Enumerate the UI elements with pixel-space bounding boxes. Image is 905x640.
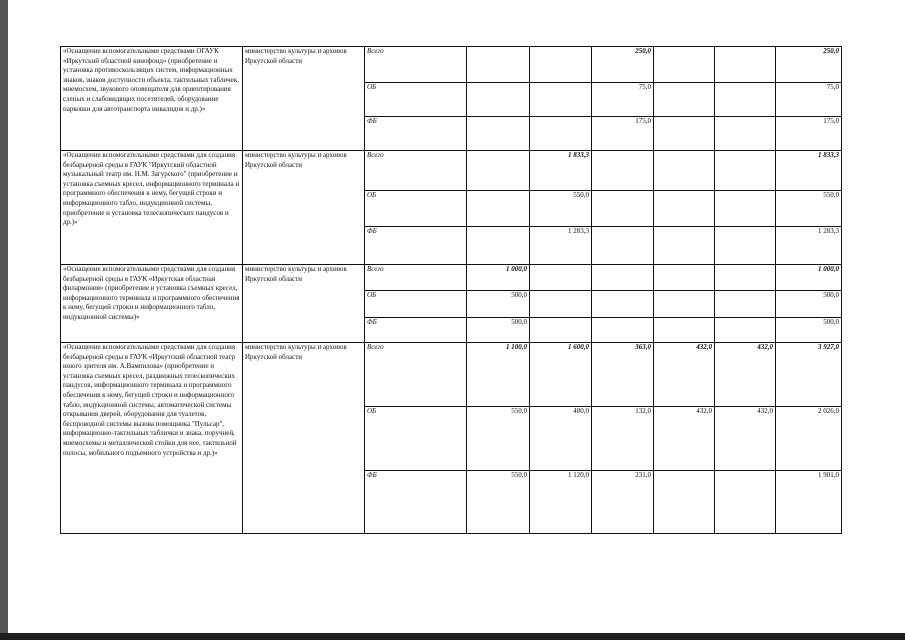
year-value-cell [654, 117, 715, 151]
year-value-cell: 500,0 [467, 318, 530, 343]
table-row [61, 343, 842, 407]
total-cell: 250,0 [776, 47, 842, 83]
total-cell: 1 283,3 [776, 227, 842, 265]
budget-table [60, 46, 842, 534]
year-value-cell: 1 283,3 [530, 227, 592, 265]
funding-source: ОБ [365, 83, 467, 117]
total-cell: 500,0 [776, 318, 842, 343]
year-value-cell [715, 471, 776, 534]
year-value-cell: 363,0 [592, 343, 654, 407]
year-value-cell [654, 47, 715, 83]
year-value-cell: 1 833,3 [530, 151, 592, 191]
measure-description: «Оснащение вспомогательными средствами для создания безбарьерной среды в ГАУК «Иркутский областной театр юного зрителя им. А.Вампилова» (приобретение и установка съемных кресел, раздвижных телескопических пандусов, информационного терминала и программного обеспечения к нему, бегущей строки и информационного табло, индукционной системы, автоматической системы открывания дверей, оборудования для туалетов, беспроводной системы вызова помощника "Пульсар", информационно-тактильных таблички и знака, поручней, мнемосхемы и металлической стойки для нее, тактильной полосы, мобильного подъемного устройства и др.)» [61, 343, 243, 534]
year-value-cell [467, 47, 530, 83]
year-value-cell: 1 000,0 [467, 265, 530, 291]
year-value-cell: 250,0 [592, 47, 654, 83]
year-value-cell [654, 151, 715, 191]
total-cell: 3 927,0 [776, 343, 842, 407]
year-value-cell [530, 265, 592, 291]
year-value-cell [715, 318, 776, 343]
year-value-cell [715, 47, 776, 83]
year-value-cell: 550,0 [467, 471, 530, 534]
year-value-cell: 75,0 [592, 83, 654, 117]
responsible-executor: министерство культуры и архивов Иркутской области [243, 265, 365, 343]
measure-description: «Оснащение вспомогательными средствами для создания безбарьерной среды в ГАУК «Иркутская областная филармония» (приобретение и установка съемных кресел, информационного терминала и программного обеспечения к нему, бегущей строки и информационного табло, индукционной системы)» [61, 265, 243, 343]
funding-source: ОБ [365, 291, 467, 318]
funding-source: Всего [365, 151, 467, 191]
year-value-cell [715, 291, 776, 318]
responsible-executor: министерство культуры и архивов Иркутской области [243, 47, 365, 151]
year-value-cell [530, 117, 592, 151]
year-value-cell: 500,0 [467, 291, 530, 318]
year-value-cell: 231,0 [592, 471, 654, 534]
year-value-cell [592, 318, 654, 343]
funding-source: ФБ [365, 318, 467, 343]
year-value-cell [654, 265, 715, 291]
year-value-cell [592, 191, 654, 227]
scan-left-edge [0, 0, 8, 640]
total-cell: 500,0 [776, 291, 842, 318]
year-value-cell [467, 83, 530, 117]
table-row [61, 265, 842, 291]
year-value-cell [592, 291, 654, 318]
year-value-cell: 1 600,0 [530, 343, 592, 407]
measure-description: «Оснащение вспомогательными средствами ОГАУК «Иркутский областной кинофонд» (приобретение и установка противоскользящих систем, информационных знаков, знаков доступности объекта, тактильных табличек, мнемосхем, звукового оповещателя для ориентирования слепых и слабовидящих посетителей, оборудование парковки для автотранспорта инвалидов и др.)» [61, 47, 243, 151]
year-value-cell: 480,0 [530, 407, 592, 471]
year-value-cell: 432,0 [715, 343, 776, 407]
total-cell: 2 026,0 [776, 407, 842, 471]
year-value-cell [467, 151, 530, 191]
funding-source: ФБ [365, 471, 467, 534]
year-value-cell [592, 151, 654, 191]
year-value-cell: 1 120,0 [530, 471, 592, 534]
table-row [61, 151, 842, 191]
year-value-cell [654, 471, 715, 534]
year-value-cell [467, 117, 530, 151]
year-value-cell [592, 265, 654, 291]
scan-bottom-edge [0, 633, 905, 640]
total-cell: 1 000,0 [776, 265, 842, 291]
total-cell: 1 833,3 [776, 151, 842, 191]
measure-description: «Оснащение вспомогательными средствами для создания безбарьерной среды в ГАУК "Иркутский областной музыкальный театр им. Н.М. Загурского" (приобретение и установка съемных кресел, информационного терминала и программного обеспечения к нему, бегущей строки и информационного табло, индукционной системы, приобретение и установка телескопических пандусов и др.)» [61, 151, 243, 265]
responsible-executor: министерство культуры и архивов Иркутской области [243, 151, 365, 265]
funding-source: ФБ [365, 227, 467, 265]
year-value-cell: 550,0 [530, 191, 592, 227]
year-value-cell [654, 83, 715, 117]
year-value-cell [715, 227, 776, 265]
year-value-cell [467, 191, 530, 227]
year-value-cell [530, 47, 592, 83]
year-value-cell [467, 227, 530, 265]
year-value-cell: 175,0 [592, 117, 654, 151]
funding-source: Всего [365, 47, 467, 83]
year-value-cell [530, 83, 592, 117]
year-value-cell [715, 151, 776, 191]
year-value-cell: 550,0 [467, 407, 530, 471]
total-cell: 75,0 [776, 83, 842, 117]
year-value-cell [715, 117, 776, 151]
year-value-cell: 132,0 [592, 407, 654, 471]
total-cell: 550,0 [776, 191, 842, 227]
funding-source: Всего [365, 343, 467, 407]
year-value-cell [654, 291, 715, 318]
year-value-cell [715, 191, 776, 227]
year-value-cell [654, 191, 715, 227]
responsible-executor: министерство культуры и архивов Иркутской области [243, 343, 365, 534]
year-value-cell: 1 100,0 [467, 343, 530, 407]
year-value-cell [715, 83, 776, 117]
year-value-cell [654, 227, 715, 265]
total-cell: 1 901,0 [776, 471, 842, 534]
funding-source: Всего [365, 265, 467, 291]
year-value-cell [530, 318, 592, 343]
funding-source: ОБ [365, 407, 467, 471]
year-value-cell: 432,0 [715, 407, 776, 471]
year-value-cell [592, 227, 654, 265]
funding-source: ФБ [365, 117, 467, 151]
year-value-cell: 432,0 [654, 343, 715, 407]
year-value-cell [654, 318, 715, 343]
year-value-cell [530, 291, 592, 318]
year-value-cell: 432,0 [654, 407, 715, 471]
funding-source: ОБ [365, 191, 467, 227]
year-value-cell [715, 265, 776, 291]
total-cell: 175,0 [776, 117, 842, 151]
table-row [61, 47, 842, 83]
